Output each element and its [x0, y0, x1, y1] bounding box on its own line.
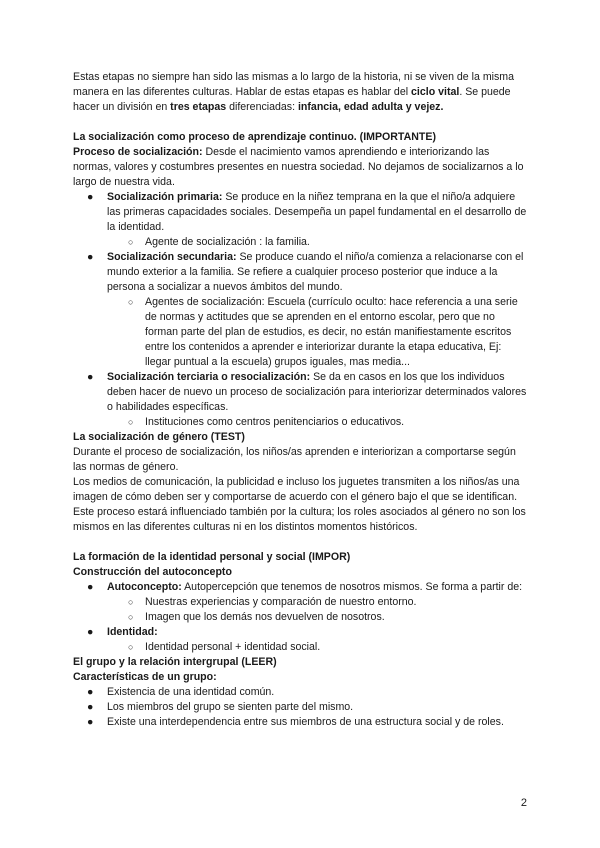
bullet-item-grupo-3	[73, 715, 529, 730]
grupo-heading	[73, 655, 529, 670]
circle-bullet-icon: ○	[128, 417, 134, 427]
grupo-item-text: Los miembros del grupo se sienten parte del mismo.	[107, 701, 354, 713]
sub-item-identidad	[73, 640, 529, 655]
bullet-icon: ●	[87, 686, 94, 698]
proceso-paragraph	[73, 145, 529, 190]
bullet-icon: ●	[87, 626, 94, 638]
bullet-item-grupo-1	[73, 685, 529, 700]
intro-bold-ciclo: ciclo vital	[411, 86, 460, 98]
identidad-sub-text: Identidad personal + identidad social.	[145, 641, 321, 653]
caracteristicas-heading	[73, 670, 529, 685]
circle-bullet-icon: ○	[128, 297, 134, 307]
grupo-item-text: Existencia de una identidad común.	[107, 686, 275, 698]
experiencias-text: Nuestras experiencias y comparación de nuestro entorno.	[145, 596, 417, 608]
genero-paragraph-1: Durante el proceso de socialización, los niños/as aprenden e interiorizan a comportarse según las normas de género.	[73, 446, 516, 473]
autoconcepto-label: Autoconcepto:	[107, 581, 182, 593]
circle-bullet-icon: ○	[128, 612, 134, 622]
proceso-label: Proceso de socialización:	[73, 146, 203, 158]
genero-paragraph-2: Los medios de comunicación, la publicidad e incluso los juguetes transmiten a los niños/as una imagen de cómo deben ser y comportarse de acuerdo con el género bajo el que se identifican.	[73, 476, 520, 503]
identidad-heading-text: La formación de la identidad personal y social (IMPOR)	[73, 551, 351, 563]
identidad-heading	[73, 550, 529, 565]
primaria-sub-text: Agente de socialización : la familia.	[145, 236, 310, 248]
grupo-item-text: Existe una interdependencia entre sus miembros de una estructura social y de roles.	[107, 716, 504, 728]
socializacion-heading-text: La socialización como proceso de aprendizaje continuo. (IMPORTANTE)	[73, 131, 436, 143]
caracteristicas-heading-text: Características de un grupo:	[73, 671, 217, 683]
proceso-text: Desde el nacimiento vamos aprendiendo e interiorizando las normas, valores y costumbres presentes en nuestra sociedad. No dejamos de socializarnos a lo largo de nuestra vida.	[73, 146, 524, 188]
bullet-item-terciaria	[73, 370, 529, 415]
terciaria-label: Socialización terciaria o resocialización:	[107, 371, 311, 383]
bullet-icon: ●	[87, 191, 94, 203]
genero-heading-text: La socialización de género (TEST)	[73, 431, 245, 443]
autoconcepto-heading-text: Construcción del autoconcepto	[73, 566, 232, 578]
sub-item-imagen	[73, 610, 529, 625]
bullet-item-primaria	[73, 190, 529, 235]
autoconcepto-heading	[73, 565, 529, 580]
bullet-icon: ●	[87, 251, 94, 263]
terciaria-sub-text: Instituciones como centros penitenciarios o educativos.	[145, 416, 405, 428]
intro-bold-etapas: tres etapas	[170, 101, 227, 113]
page-number: 2	[520, 797, 527, 809]
bullet-item-identidad	[73, 625, 529, 640]
identidad-label: Identidad:	[107, 626, 158, 638]
secundaria-text: Se produce cuando el niño/a comienza a relacionarse con el mundo exterior a la familia. Se refiere a cualquier proceso posterior que induce a la persona a socializar a nuevos ámbitos del mundo.	[107, 251, 524, 293]
circle-bullet-icon: ○	[128, 642, 134, 652]
primaria-text: Se produce en la niñez temprana en la que el niño/a adquiere las primeras capacidades sociales. Desempeña un papel fundamental en el desarrollo de la identidad.	[107, 191, 527, 233]
primaria-label: Socialización primaria:	[107, 191, 223, 203]
intro-text-2: . Se puede hacer un división en	[73, 86, 511, 113]
grupo-heading-text: El grupo y la relación intergrupal (LEER)	[73, 656, 277, 668]
secundaria-label: Socialización secundaria:	[107, 251, 237, 263]
circle-bullet-icon: ○	[128, 597, 134, 607]
intro-bold-list: infancia, edad adulta y vejez.	[297, 101, 444, 113]
secundaria-sub-text: Agentes de socialización: Escuela (currículo oculto: hace referencia a una serie de normas y actitudes que se aprenden en el entorno escolar, pero que no forman parte del plan de estudios, es decir, no están manifiestamente escritos entre los contenidos a aprender e interiorizar durante la etapa educativa, Ej: llegar puntual a la escuela) grupos iguales, mas media...	[145, 296, 518, 368]
genero-paragraph-3: Este proceso estará influenciado también por la cultura; los roles asociados al género no son los mismos en las diferentes culturas ni en los distintos momentos históricos.	[73, 506, 526, 533]
bullet-item-secundaria	[73, 250, 529, 295]
bullet-icon: ●	[87, 371, 94, 383]
bullet-icon: ●	[87, 581, 94, 593]
bullet-item-grupo-2	[73, 700, 529, 715]
sub-item-secundaria	[73, 295, 529, 370]
bullet-item-autoconcepto	[73, 580, 529, 595]
bullet-icon: ●	[87, 701, 94, 713]
imagen-text: Imagen que los demás nos devuelven de nosotros.	[145, 611, 385, 623]
sub-item-primaria	[73, 235, 529, 250]
socializacion-heading	[73, 130, 529, 145]
page-content	[73, 70, 529, 730]
bullet-icon: ●	[87, 716, 94, 728]
intro-text-3: diferenciadas:	[226, 101, 298, 113]
terciaria-text: Se da en casos en los que los individuos deben hacer de nuevo un proceso de socialización para interiorizar determinados valores o habilidades específicas.	[107, 371, 527, 413]
intro-paragraph	[73, 70, 529, 115]
sub-item-experiencias	[73, 595, 529, 610]
sub-item-terciaria	[73, 415, 529, 430]
circle-bullet-icon: ○	[128, 237, 134, 247]
genero-heading	[73, 430, 529, 445]
intro-text: Estas etapas no siempre han sido las mismas a lo largo de la historia, ni se viven de la misma manera en las diferentes culturas. Hablar de estas etapas es hablar del	[73, 71, 515, 98]
autoconcepto-text: Autopercepción que tenemos de nosotros mismos. Se forma a partir de:	[181, 581, 523, 593]
